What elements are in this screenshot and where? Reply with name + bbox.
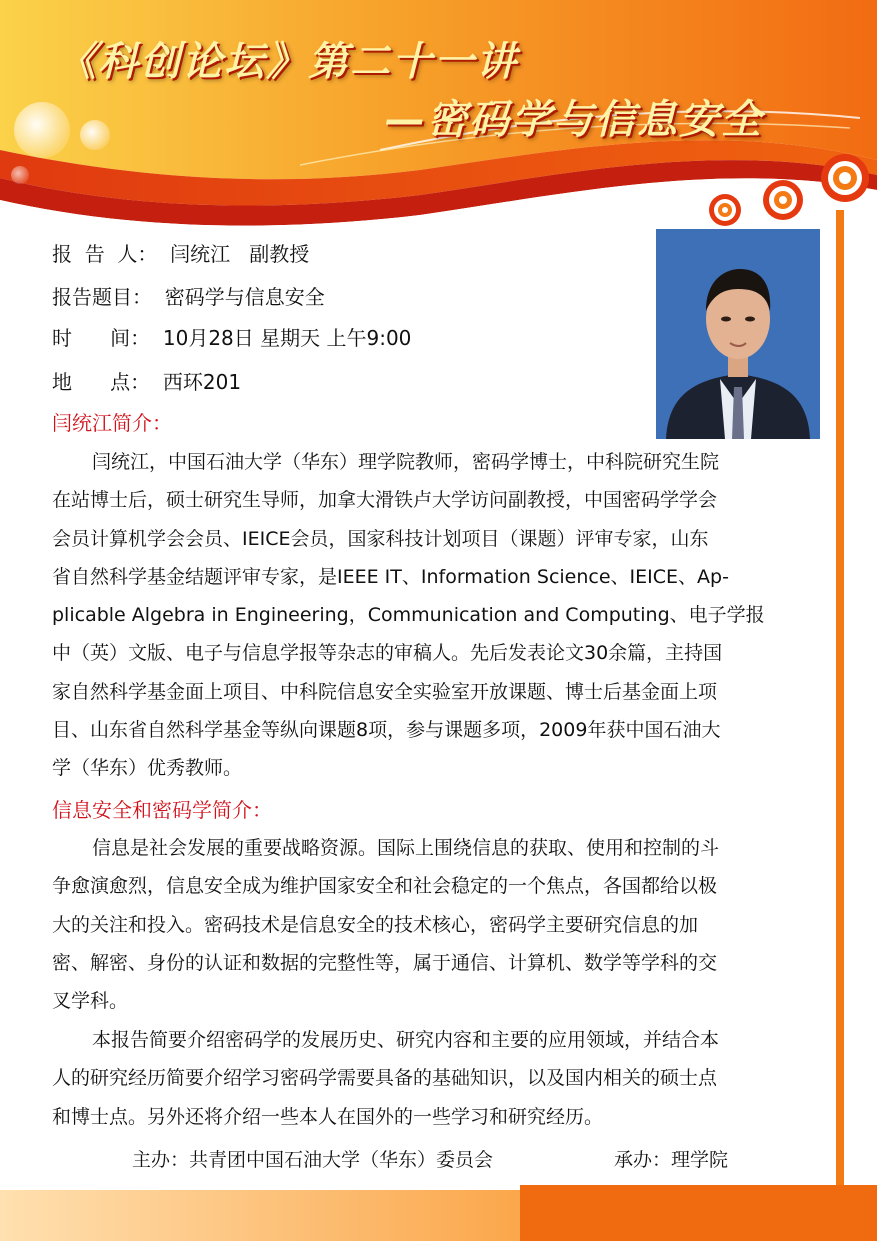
intro-line: 大的关注和投入。密码技术是信息安全的技术核心，密码学主要研究信息的加 [52, 913, 699, 936]
bio-line: 闫统江，中国石油大学（华东）理学院教师，密码学博士，中科院研究生院 [92, 451, 720, 473]
speaker-label: 报 告 人： [52, 242, 158, 266]
undertaker-text: 承办：理学院 [614, 1149, 729, 1171]
bio-line: 目、山东省自然科学基金等纵向课题8项，参与课题多项，2009年获中国石油大 [52, 719, 721, 742]
intro-line: 叉学科。 [52, 990, 129, 1013]
intro-line: 争愈演愈烈，信息安全成为维护国家安全和社会稳定的一个焦点，各国都给以极 [52, 875, 718, 898]
decorative-side-bar [836, 210, 844, 1190]
intro-heading: 信息安全和密码学简介： [52, 798, 272, 822]
intro-line: 和博士点。另外还将介绍一些本人在国外的一些学习和研究经历。 [52, 1105, 604, 1128]
organizer-text: 主办：共青团中国石油大学（华东）委员会 [132, 1149, 494, 1171]
page-title: 《科创论坛》第二十一讲 [56, 39, 518, 85]
time-value: 10月28日 星期天 上午9:00 [162, 326, 412, 350]
intro-line: 信息是社会发展的重要战略资源。国际上围绕信息的获取、使用和控制的斗 [92, 837, 720, 859]
time-label: 时 间： [52, 326, 151, 350]
intro-line: 人的研究经历简要介绍学习密码学需要具备的基础知识，以及国内相关的硕士点 [52, 1067, 718, 1090]
speaker-value: 闫统江 副教授 [170, 242, 310, 266]
bio-line: 省自然科学基金结题评审专家，是IEEE IT、Information Science、IEICE、Ap- [52, 565, 729, 588]
place-label: 地 点： [52, 370, 151, 394]
decorative-bottom-block [520, 1185, 877, 1241]
intro-line: 密、解密、身份的认证和数据的完整性等，属于通信、计算机、数学等学科的交 [52, 951, 718, 974]
bio-line: 家自然科学基金面上项目、中科院信息安全实验室开放课题、博士后基金面上项 [52, 680, 718, 703]
intro-paragraph-1 [52, 829, 828, 1020]
topic-value: 密码学与信息安全 [164, 285, 325, 309]
bio-line: 会员计算机学会会员、IEICE会员，国家科技计划项目（课题）评审专家，山东 [52, 527, 709, 550]
place-line [52, 366, 241, 395]
time-line [52, 322, 411, 351]
bio-line: plicable Algebra in Engineering，Communication and Computing、电子学报 [52, 604, 765, 627]
bio-paragraph [52, 443, 828, 788]
bio-line: 在站博士后，硕士研究生导师，加拿大滑铁卢大学访问副教授，中国密码学学会 [52, 489, 718, 512]
topic-label: 报告题目： [52, 285, 152, 309]
bio-line: 学（华东）优秀教师。 [52, 757, 243, 780]
topic-line [52, 281, 325, 310]
bio-line: 中（英）文版、电子与信息学报等杂志的审稿人。先后发表论文30余篇，主持国 [52, 642, 723, 665]
intro-paragraph-2 [52, 1021, 828, 1136]
page-subtitle: —密码学与信息安全 [385, 97, 763, 143]
bio-heading: 闫统江简介： [52, 411, 172, 435]
speaker-line [52, 238, 309, 267]
intro-line: 本报告简要介绍密码学的发展历史、研究内容和主要的应用领域，并结合本 [92, 1029, 720, 1051]
speaker-photo [656, 229, 820, 439]
place-value: 西环201 [162, 370, 242, 394]
